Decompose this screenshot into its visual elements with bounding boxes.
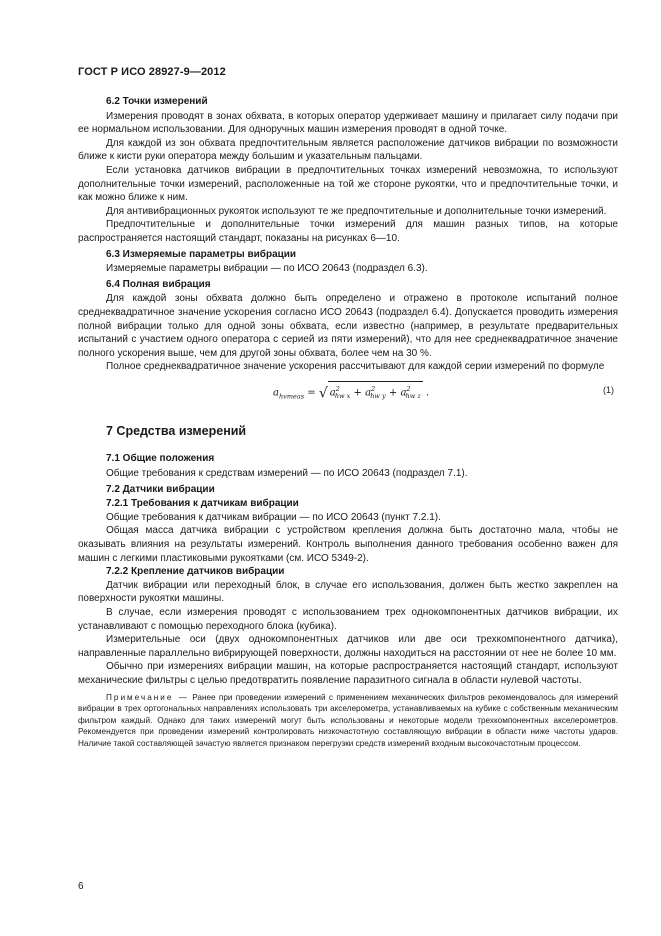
paragraph: В случае, если измерения проводят с использованием трех однокомпонентных датчиков вибрации, их устанавливают с помощью переходного блока (кубика). bbox=[78, 607, 618, 632]
note-text: Ранее при проведении измерений с применением механических фильтров рекомендовалось для измерений вибрации в трех ортогональных направлениях использовать три акселерометра, устанавливаемых на кубике с собственным механическим фильтром каждый. Однако для таких измерений могут быть использованы и некоторые модели трехкомпонентных акселерометров. Рекомендуется при проведении измерений контролировать низкочастотную составляющую вибрации в области ниже частоты ударов. Наличие такой составляющей зачастую является признаком перегрузки средств измерений входным высокочастотным процессом. bbox=[78, 692, 618, 748]
paragraph: Обычно при измерениях вибрации машин, на которые распространяется настоящий стандарт, используют механические фильтры с целью предотвратить появление паразитного сигнала в области нулевой частоты. bbox=[78, 661, 618, 686]
paragraph: Если установка датчиков вибрации в предпочтительных точках измерений невозможна, то используют дополнительные точки измерений, расположенные на той же стороне рукоятки, что и предпочтительные точки, и как можно ближе к ним. bbox=[78, 164, 618, 204]
paragraph: Общие требования к датчикам вибрации — по ИСО 20643 (пункт 7.2.1). bbox=[106, 511, 441, 523]
section-7-heading: 7 Средства измерений bbox=[106, 423, 247, 438]
section-7-2-heading: 7.2 Датчики вибрации bbox=[106, 483, 215, 495]
note bbox=[78, 692, 618, 750]
note-label: Примечание — bbox=[106, 692, 189, 702]
page-number: 6 bbox=[78, 881, 84, 892]
formula-expression: $a_{hvmeas}$ = √ $a^2_{hw x} + a^2_{hw y} + a^2_{hw z}$ . bbox=[273, 381, 429, 404]
formula-number: (1) bbox=[603, 384, 614, 395]
square-root-icon: √ bbox=[318, 385, 328, 402]
section-7-2-2-heading: 7.2.2 Крепление датчиков вибрации bbox=[106, 566, 285, 578]
section-6-3-heading: 6.3 Измеряемые параметры вибрации bbox=[106, 248, 297, 260]
paragraph: Для антивибрационных рукояток используют те же предпочтительные и дополнительные точки измерений. bbox=[106, 205, 607, 217]
paragraph: Для каждой зоны обхвата должно быть определено и отражено в протоколе испытаний полное среднеквадратичное значение ускорения согласно ИСО 20643 (подраздел 6.4). Допускается проводить измерения полной вибрации только для одной зоны обхвата, если известно (например, в результате предварительных испытаний с участием одного оператора с серией из пяти измерений), что для нее среднеквадратичное значение полного ускорения выше, чем для другой зоны обхвата, более чем на 30 %. bbox=[78, 293, 618, 359]
section-6-2-heading: 6.2 Точки измерений bbox=[106, 96, 208, 107]
paragraph: Измерительные оси (двух однокомпонентных датчиков или две оси трехкомпонентного датчика), направленные параллельно вибрирующей поверхности, должны находиться на расстоянии от нее не более 10 мм. bbox=[78, 634, 618, 659]
document-header: ГОСТ Р ИСО 28927-9—2012 bbox=[78, 66, 226, 78]
section-7-2-1-heading: 7.2.1 Требования к датчикам вибрации bbox=[106, 498, 299, 510]
paragraph: Измерения проводят в зонах обхвата, в которых оператор удерживает машину и прилагает силу подачи при ее нормальном использовании. Для одноручных машин измерения проводят в одной точке. bbox=[78, 110, 618, 136]
paragraph: Общие требования к средствам измерений — по ИСО 20643 (подраздел 7.1). bbox=[106, 468, 468, 480]
section-6-4-heading: 6.4 Полная вибрация bbox=[106, 278, 211, 290]
paragraph: Датчик вибрации или переходный блок, в случае его использования, должен быть жестко закреплен на поверхности рукоятки машины. bbox=[78, 579, 618, 605]
paragraph: Измеряемые параметры вибрации — по ИСО 20643 (подраздел 6.3). bbox=[106, 263, 428, 275]
paragraph: Общая масса датчика вибрации с устройством крепления должна быть достаточно мала, чтобы не оказывать влияния на результаты измерений. Контроль выполнения данного требования особенно важен для машин с легкими пластиковыми рукоятками (см. ИСО 5349-2). bbox=[78, 525, 618, 564]
paragraph: Предпочтительные и дополнительные точки измерений для машин разных типов, на которые распространяется настоящий стандарт, показаны на рисунках 6—10. bbox=[78, 219, 618, 244]
formula-1 bbox=[78, 379, 618, 405]
paragraph: Для каждой из зон обхвата предпочтительным является расположение датчиков вибрации по возможности ближе к кисти руки оператора между большим и указательным пальцами. bbox=[78, 137, 618, 163]
section-7-1-heading: 7.1 Общие положения bbox=[106, 453, 215, 465]
document-body bbox=[78, 93, 618, 750]
paragraph: Полное среднеквадратичное значение ускорения рассчитывают для каждой серии измерений по формуле bbox=[106, 361, 605, 373]
